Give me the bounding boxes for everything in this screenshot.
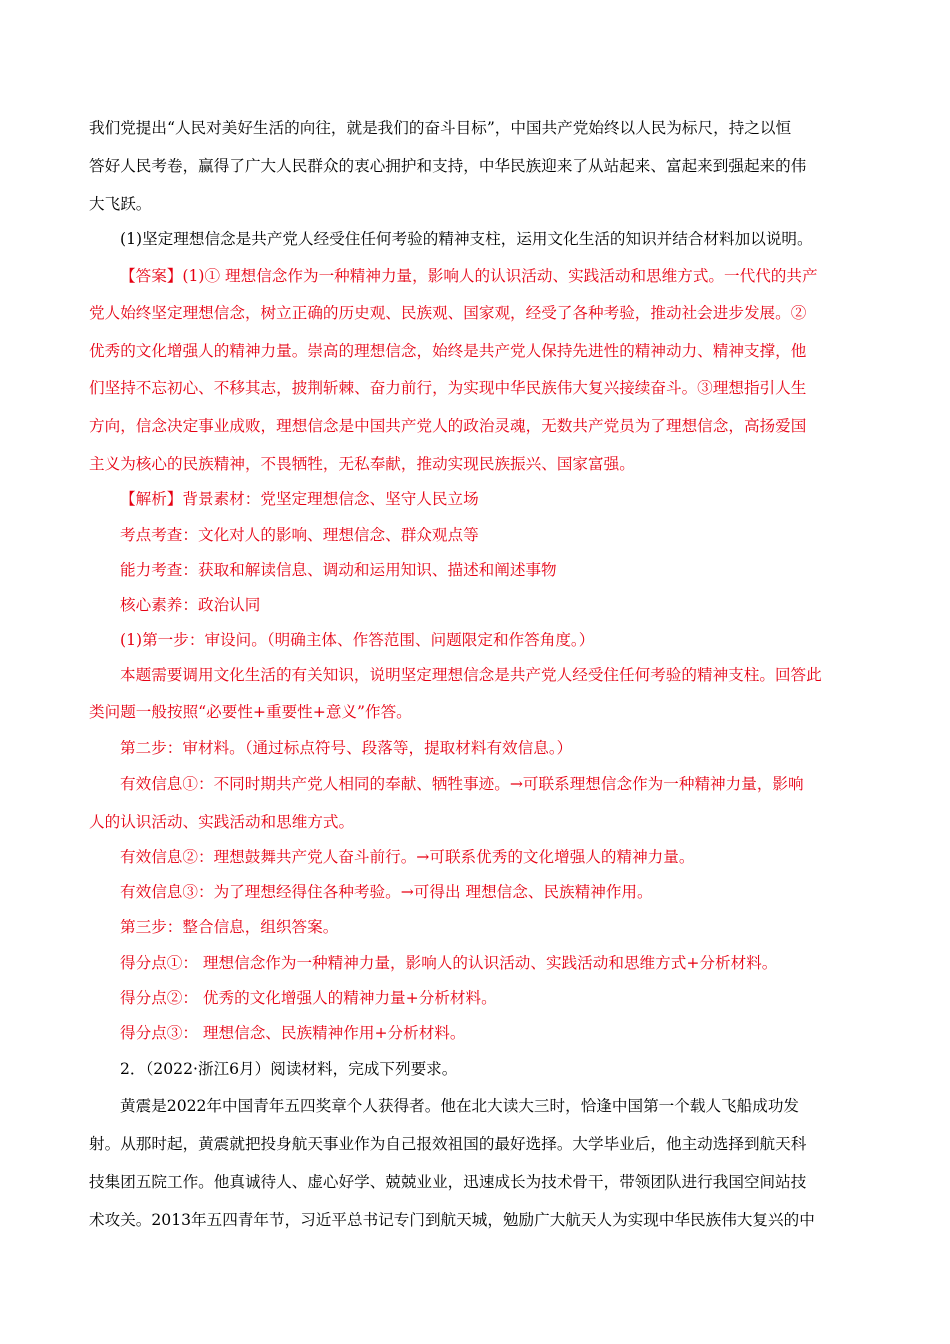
answer-text-1: (1)① 理想信念作为一种精神力量，影响人的认识活动、实践活动和思维方式。一代代的共产: [182, 267, 818, 285]
analysis-info-1-line-2: 人的认识活动、实践活动和思维方式。: [89, 813, 355, 831]
analysis-step-1: (1)第一步：审设问。（明确主体、作答范围、问题限定和作答角度。）: [120, 631, 595, 649]
analysis-label: 【解析】: [120, 490, 183, 508]
analysis-step-1-detail-2: 类问题一般按照“必要性+重要性+意义”作答。: [89, 703, 412, 721]
answer-line-3: 优秀的文化增强人的精神力量。崇高的理想信念，始终是共产党人保持先进性的精神动力、精神支撑，他: [89, 342, 807, 360]
answer-line-5: 方向，信念决定事业成败，理想信念是中国共产党人的政治灵魂，无数共产党员为了理想信念，高扬爱国: [89, 417, 807, 435]
answer-label: 【答案】: [120, 267, 183, 285]
question-2-header: 2．（2022·浙江6月）阅读材料，完成下列要求。: [120, 1060, 458, 1078]
question-1-text: (1)坚定理想信念是共产党人经受住任何考验的精神支柱，运用文化生活的知识并结合材料加以说明。: [120, 230, 813, 248]
analysis-info-2: 有效信息②：理想鼓舞共产党人奋斗前行。→可联系优秀的文化增强人的精神力量。: [120, 848, 695, 866]
analysis-info-1-line-1: 有效信息①：不同时期共产党人相同的奉献、牺牲事迹。→可联系理想信念作为一种精神力量，影响: [120, 775, 804, 793]
analysis-literacy: 核心素养：政治认同: [120, 596, 261, 614]
answer-line-6: 主义为核心的民族精神，不畏牺牲，无私奉献，推动实现民族振兴、国家富强。: [89, 455, 635, 473]
analysis-score-2: 得分点②： 优秀的文化增强人的精神力量+分析材料。: [120, 989, 497, 1007]
material-intro-line-2: 答好人民考卷，赢得了广大人民群众的衷心拥护和支持，中华民族迎来了从站起来、富起来到强起来的伟: [89, 157, 807, 175]
answer-line-4: 们坚持不忘初心、不移其志，披荆斩棘、奋力前行，为实现中华民族伟大复兴接续奋斗。③理想指引人生: [89, 379, 807, 397]
analysis-step-2: 第二步：审材料。（通过标点符号、段落等，提取材料有效信息。）: [120, 739, 573, 757]
question-2-material-line-1: 黄震是2022年中国青年五四奖章个人获得者。他在北大读大三时，恰逢中国第一个载人飞船成功发: [120, 1097, 800, 1115]
material-intro-line-3: 大飞跃。: [89, 195, 152, 213]
answer-line-1: [120, 266, 818, 288]
question-2-material-line-2: 射。从那时起，黄震就把投身航天事业作为自己报效祖国的最好选择。大学毕业后，他主动选择到航天科: [89, 1135, 807, 1153]
analysis-score-1: 得分点①： 理想信念作为一种精神力量，影响人的认识活动、实践活动和思维方式+分析材料。: [120, 954, 778, 972]
analysis-info-3: 有效信息③：为了理想经得住各种考验。→可得出 理想信念、民族精神作用。: [120, 883, 653, 901]
analysis-background: 背景素材：党坚定理想信念、坚守人民立场: [182, 490, 479, 508]
analysis-line-1: [120, 489, 479, 511]
analysis-step-3: 第三步：整合信息，组织答案。: [120, 918, 339, 936]
material-intro-line-1: 我们党提出“人民对美好生活的向往，就是我们的奋斗目标”，中国共产党始终以人民为标尺，持之以恒: [89, 119, 792, 137]
question-2-material-line-4: 术攻关。2013年五四青年节，习近平总书记专门到航天城，勉励广大航天人为实现中华民族伟大复兴的中: [89, 1211, 815, 1229]
question-2-material-line-3: 技集团五院工作。他真诚待人、虚心好学、兢兢业业，迅速成长为技术骨干，带领团队进行我国空间站技: [89, 1173, 807, 1191]
analysis-step-1-detail-1: 本题需要调用文化生活的有关知识，说明坚定理想信念是共产党人经受住任何考验的精神支柱。回答此: [120, 666, 822, 684]
analysis-points: 考点考查：文化对人的影响、理想信念、群众观点等: [120, 526, 479, 544]
analysis-score-3: 得分点③： 理想信念、民族精神作用+分析材料。: [120, 1024, 466, 1042]
analysis-ability: 能力考查：获取和解读信息、调动和运用知识、描述和阐述事物: [120, 561, 557, 579]
answer-line-2: 党人始终坚定理想信念，树立正确的历史观、民族观、国家观，经受了各种考验，推动社会进步发展。②: [89, 304, 807, 322]
